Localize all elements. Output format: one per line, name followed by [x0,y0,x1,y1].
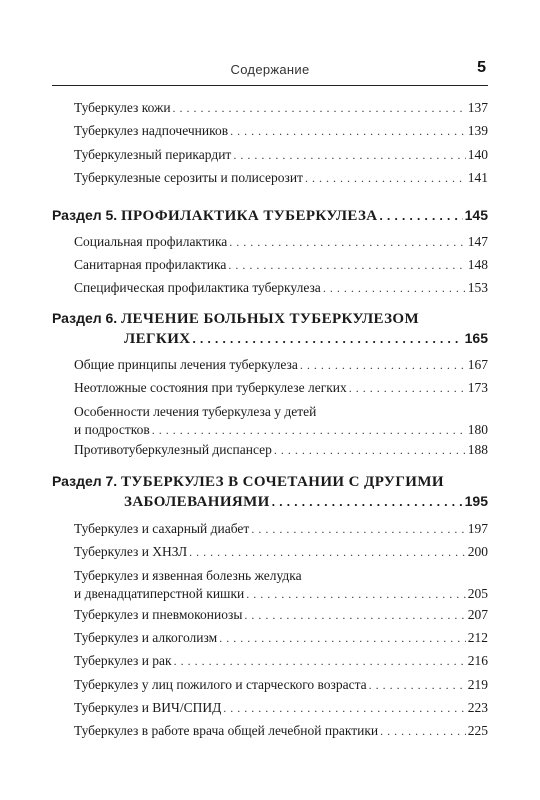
section-label: Раздел 5. [52,207,118,223]
toc-entry[interactable] [74,567,488,603]
toc-entry-title: Социальная профилактика [74,234,228,249]
section-label: Раздел 6. [52,310,118,326]
toc-entry-page: 212 [467,630,488,645]
section-5-heading[interactable] [52,206,488,226]
dot-leader [228,256,465,274]
toc-entry[interactable] [74,676,488,694]
toc-entry-page: 197 [467,521,488,536]
toc-entry[interactable] [74,233,488,251]
toc-entry[interactable] [74,629,488,647]
section-title-line-1: ТУБЕРКУЛЕЗ В СОЧЕТАНИИ С ДРУГИМИ [120,474,444,490]
dot-leader [380,206,463,225]
dot-leader [223,699,465,717]
toc-entry-title: Специфическая профилактика туберкулеза [74,280,321,295]
toc-entry[interactable] [74,403,488,439]
dot-leader [323,279,466,297]
toc-entry[interactable] [74,379,488,397]
toc-entry-title: Туберкулез кожи [74,100,171,115]
toc-entry[interactable] [74,722,488,740]
section-title: ПРОФИЛАКТИКА ТУБЕРКУЛЕЗА [120,208,378,224]
toc-entry-title: Туберкулез у лиц пожилого и старческого возраста [74,677,367,692]
toc-entry-page: 141 [467,170,488,185]
dot-leader [380,722,466,740]
toc-entry-page: 188 [467,442,488,457]
toc-entry-page: 205 [467,586,488,601]
toc-entry-title: Общие принципы лечения туберкулеза [74,357,298,372]
toc-entry-page: 207 [467,607,488,622]
section-label: Раздел 7. [52,473,118,489]
toc-entry-page: 140 [467,147,488,162]
toc-entry[interactable] [74,699,488,717]
dot-leader [305,169,466,187]
dot-leader [189,543,466,561]
toc-entry-title: Туберкулез и сахарный диабет [74,521,250,536]
toc-entry-page: 180 [467,422,488,437]
toc-entry[interactable] [74,520,488,538]
section-title-line-2: ЛЕГКИХ [124,331,191,347]
toc-entry[interactable] [74,279,488,297]
toc-entry[interactable] [74,99,488,117]
dot-leader [251,520,465,538]
toc-entry-title: Туберкулез надпочечников [74,123,229,138]
toc-entry-title: Неотложные состояния при туберкулезе легких [74,380,347,395]
section-page: 195 [464,493,488,509]
toc-entry-page: 167 [467,357,488,372]
toc-entry[interactable] [74,169,488,187]
dot-leader [173,99,466,117]
toc-entry-title: Туберкулез и ХНЗЛ [74,544,188,559]
dot-leader [244,606,465,624]
toc-entry-title: Туберкулез в работе врача общей лечебной практики [74,723,379,738]
section-page: 145 [464,207,488,223]
toc-entry-title: Туберкулез и рак [74,653,172,668]
section-7-heading[interactable] [52,472,488,512]
dot-leader [152,421,466,439]
dot-leader [219,629,466,647]
running-header [52,60,488,86]
toc-entry-page: 216 [467,653,488,668]
toc-entry-title: Туберкулез и алкоголизм [74,630,218,645]
toc-entry-page: 200 [467,544,488,559]
dot-leader [369,676,466,694]
dot-leader [274,441,466,459]
running-header-page-number: 5 [477,59,486,76]
dot-leader [233,146,465,164]
dot-leader [174,652,466,670]
toc-entry-title: Противотуберкулезный диспансер [74,442,272,457]
toc-entry-title: Санитарная профилактика [74,257,227,272]
section-page: 165 [464,330,488,346]
toc-entry[interactable] [74,606,488,624]
dot-leader [272,492,463,511]
toc-entry-page: 148 [467,257,488,272]
toc-entry-title-line-1: Особенности лечения туберкулеза у детей [74,404,317,419]
toc-entry[interactable] [74,122,488,140]
toc-entry-title: Туберкулез и пневмокониозы [74,607,243,622]
dot-leader [300,356,466,374]
toc-entry[interactable] [74,146,488,164]
dot-leader [246,585,466,603]
section-6-heading[interactable] [52,309,488,349]
toc-entry[interactable] [74,256,488,274]
dot-leader [230,122,466,140]
toc-entry-title-line-2: и двенадцатиперстной кишки [74,586,245,601]
toc-entry[interactable] [74,441,488,459]
dot-leader [229,233,465,251]
dot-leader [193,329,463,348]
toc-entry-page: 225 [467,723,488,738]
toc-entry-title: Туберкулезный перикардит [74,147,232,162]
toc-entry-page: 173 [467,380,488,395]
toc-entry-page: 137 [467,100,488,115]
dot-leader [349,379,466,397]
running-header-title: Содержание [230,62,310,77]
toc-entry-page: 219 [467,677,488,692]
toc-entry[interactable] [74,543,488,561]
toc-entry-page: 147 [467,234,488,249]
toc-entry-title: Туберкулез и ВИЧ/СПИД [74,700,222,715]
toc-entry-title: Туберкулезные серозиты и полисерозит [74,170,304,185]
toc-entry[interactable] [74,356,488,374]
toc-entry-title-line-1: Туберкулез и язвенная болезнь желудка [74,568,302,583]
section-title-line-1: ЛЕЧЕНИЕ БОЛЬНЫХ ТУБЕРКУЛЕЗОМ [120,311,420,327]
toc-entry-page: 223 [467,700,488,715]
toc-entry[interactable] [74,652,488,670]
toc-entry-page: 139 [467,123,488,138]
toc-entry-title-line-2: и подростков [74,422,150,437]
section-title-line-2: ЗАБОЛЕВАНИЯМИ [124,494,270,510]
toc-entry-page: 153 [467,280,488,295]
